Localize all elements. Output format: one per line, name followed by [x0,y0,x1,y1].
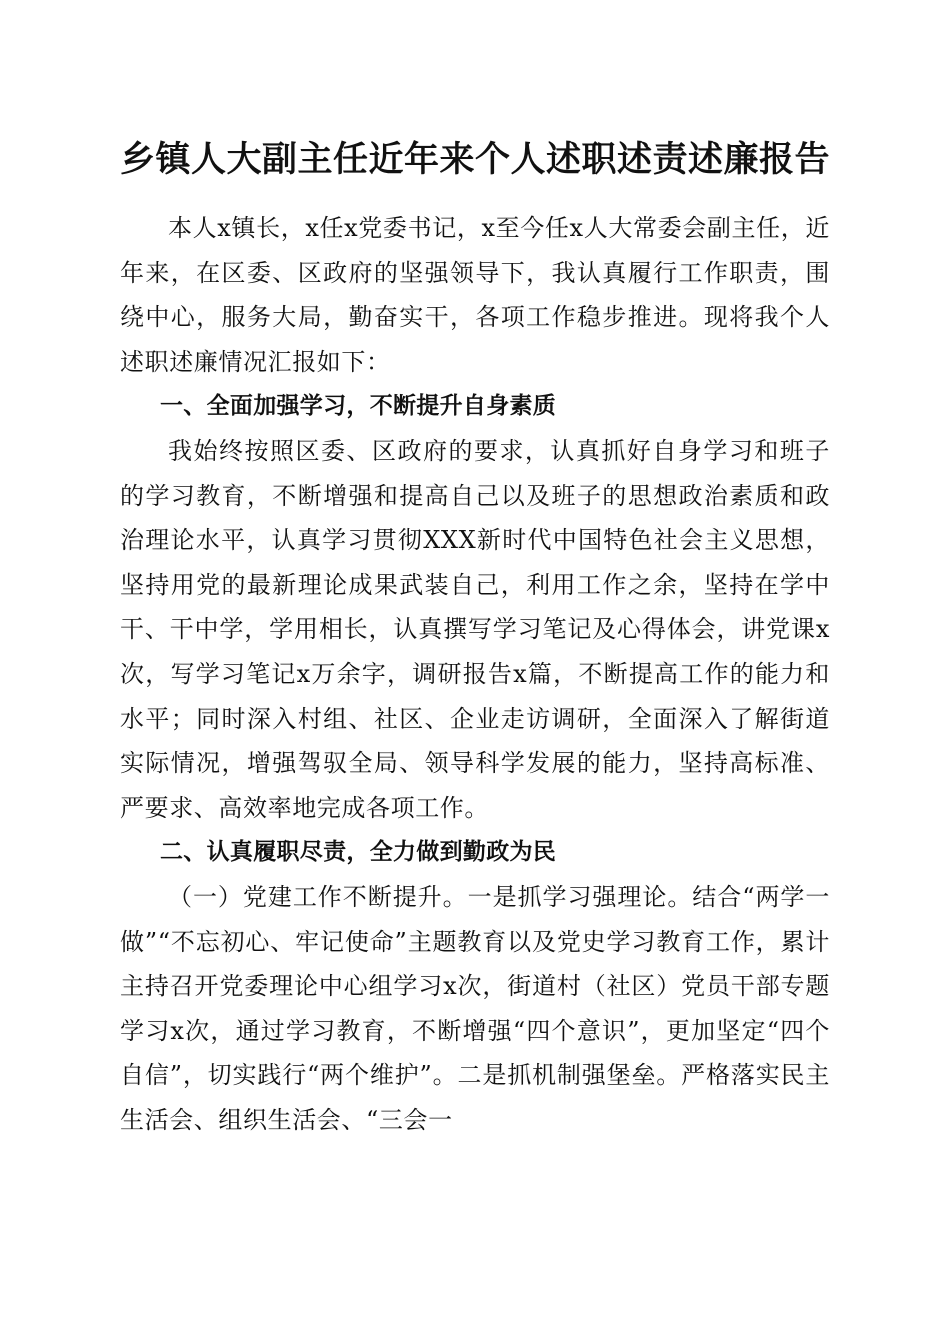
section-heading-2: 二、认真履职尽责，全力做到勤政为民 [160,839,557,866]
document-title: 乡镇人大副主任近年来个人述职述责述廉报告 [119,139,830,180]
section-1-paragraph: 我始终按照区委、区政府的要求，认真抓好自身学习和班子的学习教育，不断增强和提高自己以及班子的思想政治素质和政治理论水平，认真学习贯彻XXX新时代中国特色社会主义思想，坚持用党的最新理论成果武装自己，利用工作之余，坚持在学中干、干中学，学用相长，认真撰写学习笔记及心得体会，讲党课x次，写学习笔记x万余字，调研报告x篇，不断提高工作的能力和水平；同时深入村组、社区、企业走访调研，全面深入了解街道实际情况，增强驾驭全局、领导科学发展的能力，坚持高标准、严要求、高效率地完成各项工作。 [120,436,830,822]
intro-paragraph: 本人x镇长，x任x党委书记，x至今任x人大常委会副主任，近年来，在区委、区政府的坚强领导下，我认真履行工作职责，围绕中心，服务大局，勤奋实干，各项工作稳步推进。现将我个人述职述廉情况汇报如下： [120,214,830,376]
section-heading-1: 一、全面加强学习，不断提升自身素质 [160,393,557,420]
section-2-paragraph: （一）党建工作不断提升。一是抓学习强理论。结合“两学一做”“不忘初心、牢记使命”主题教育以及党史学习教育工作，累计主持召开党委理论中心组学习x次，街道村（社区）党员干部专题学习x次，通过学习教育，不断增强“四个意识”，更加坚定“四个自信”，切实践行“两个维护”。二是抓机制强堡垒。严格落实民主生活会、组织生活会、“三会一 [120,882,830,1134]
document-body [120,206,830,1142]
